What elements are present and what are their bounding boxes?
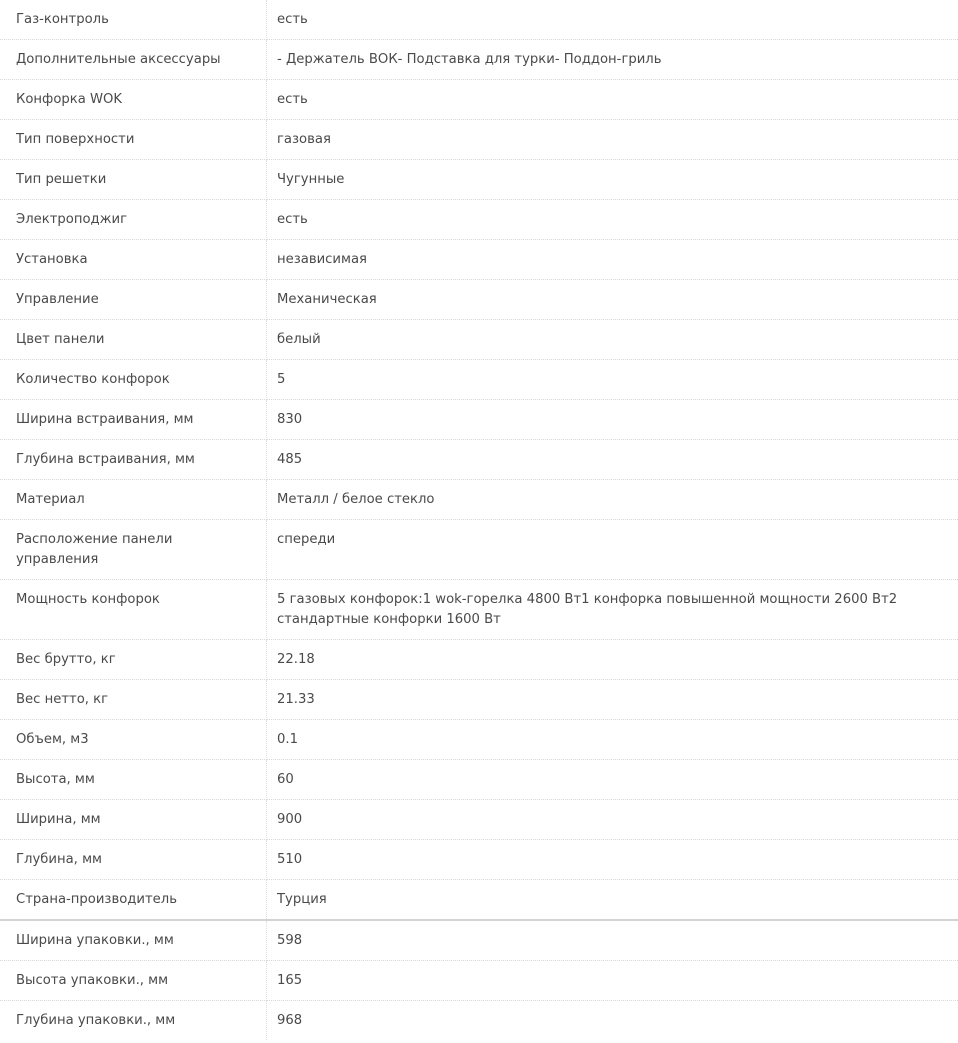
spec-row (0, 160, 958, 200)
spec-label: Ширина упаковки., мм (0, 920, 267, 961)
spec-label: Высота упаковки., мм (0, 961, 267, 1001)
spec-row (0, 80, 958, 120)
spec-row (0, 680, 958, 720)
spec-value: белый (267, 320, 958, 360)
spec-value: 900 (267, 800, 958, 840)
spec-label: Расположение панели управления (0, 520, 267, 580)
spec-label: Страна-производитель (0, 880, 267, 921)
spec-label: Дополнительные аксессуары (0, 40, 267, 80)
spec-label: Цвет панели (0, 320, 267, 360)
spec-value: независимая (267, 240, 958, 280)
spec-label: Количество конфорок (0, 360, 267, 400)
spec-row (0, 640, 958, 680)
spec-label: Электроподжиг (0, 200, 267, 240)
spec-value: 21.33 (267, 680, 958, 720)
spec-label: Ширина встраивания, мм (0, 400, 267, 440)
spec-row (0, 880, 958, 921)
spec-row (0, 840, 958, 880)
spec-value: Чугунные (267, 160, 958, 200)
spec-label: Тип поверхности (0, 120, 267, 160)
spec-row (0, 720, 958, 760)
spec-value: 598 (267, 920, 958, 961)
spec-label: Вес нетто, кг (0, 680, 267, 720)
spec-label: Вес брутто, кг (0, 640, 267, 680)
spec-label: Конфорка WOK (0, 80, 267, 120)
spec-label: Глубина встраивания, мм (0, 440, 267, 480)
spec-label: Тип решетки (0, 160, 267, 200)
spec-row (0, 320, 958, 360)
spec-row (0, 520, 958, 580)
spec-value: 165 (267, 961, 958, 1001)
spec-value: 485 (267, 440, 958, 480)
spec-value: 510 (267, 840, 958, 880)
spec-row (0, 1001, 958, 1041)
spec-label: Высота, мм (0, 760, 267, 800)
spec-value: 0.1 (267, 720, 958, 760)
spec-value: спереди (267, 520, 958, 580)
spec-label: Объем, м3 (0, 720, 267, 760)
spec-value: Металл / белое стекло (267, 480, 958, 520)
spec-value: газовая (267, 120, 958, 160)
spec-row (0, 200, 958, 240)
spec-row (0, 360, 958, 400)
spec-row (0, 920, 958, 961)
spec-value: Турция (267, 880, 958, 921)
spec-row (0, 800, 958, 840)
spec-value: 60 (267, 760, 958, 800)
spec-label: Мощность конфорок (0, 580, 267, 640)
spec-row (0, 40, 958, 80)
spec-row (0, 280, 958, 320)
spec-value: есть (267, 0, 958, 40)
spec-row (0, 580, 958, 640)
spec-row (0, 760, 958, 800)
spec-label: Установка (0, 240, 267, 280)
spec-value: 830 (267, 400, 958, 440)
spec-value: 5 (267, 360, 958, 400)
spec-row (0, 240, 958, 280)
spec-row (0, 961, 958, 1001)
spec-label: Материал (0, 480, 267, 520)
spec-row (0, 120, 958, 160)
spec-value: 5 газовых конфорок:1 wok-горелка 4800 Вт1 конфорка повышенной мощности 2600 Вт2 стандартные конфорки 1600 Вт (267, 580, 958, 640)
spec-row (0, 440, 958, 480)
spec-value: - Держатель ВОК- Подставка для турки- Поддон-гриль (267, 40, 958, 80)
spec-value: 968 (277, 1013, 303, 1028)
spec-value: есть (267, 80, 958, 120)
spec-label: Глубина, мм (0, 840, 267, 880)
spec-label: Газ-контроль (0, 0, 267, 40)
spec-label: Управление (0, 280, 267, 320)
spec-label: Ширина, мм (0, 800, 267, 840)
spec-value: Механическая (267, 280, 958, 320)
spec-value: есть (267, 200, 958, 240)
spec-row (0, 400, 958, 440)
spec-row (0, 480, 958, 520)
spec-row (0, 0, 958, 40)
spec-label: Глубина упаковки., мм (0, 1001, 267, 1041)
spec-value: 22.18 (267, 640, 958, 680)
